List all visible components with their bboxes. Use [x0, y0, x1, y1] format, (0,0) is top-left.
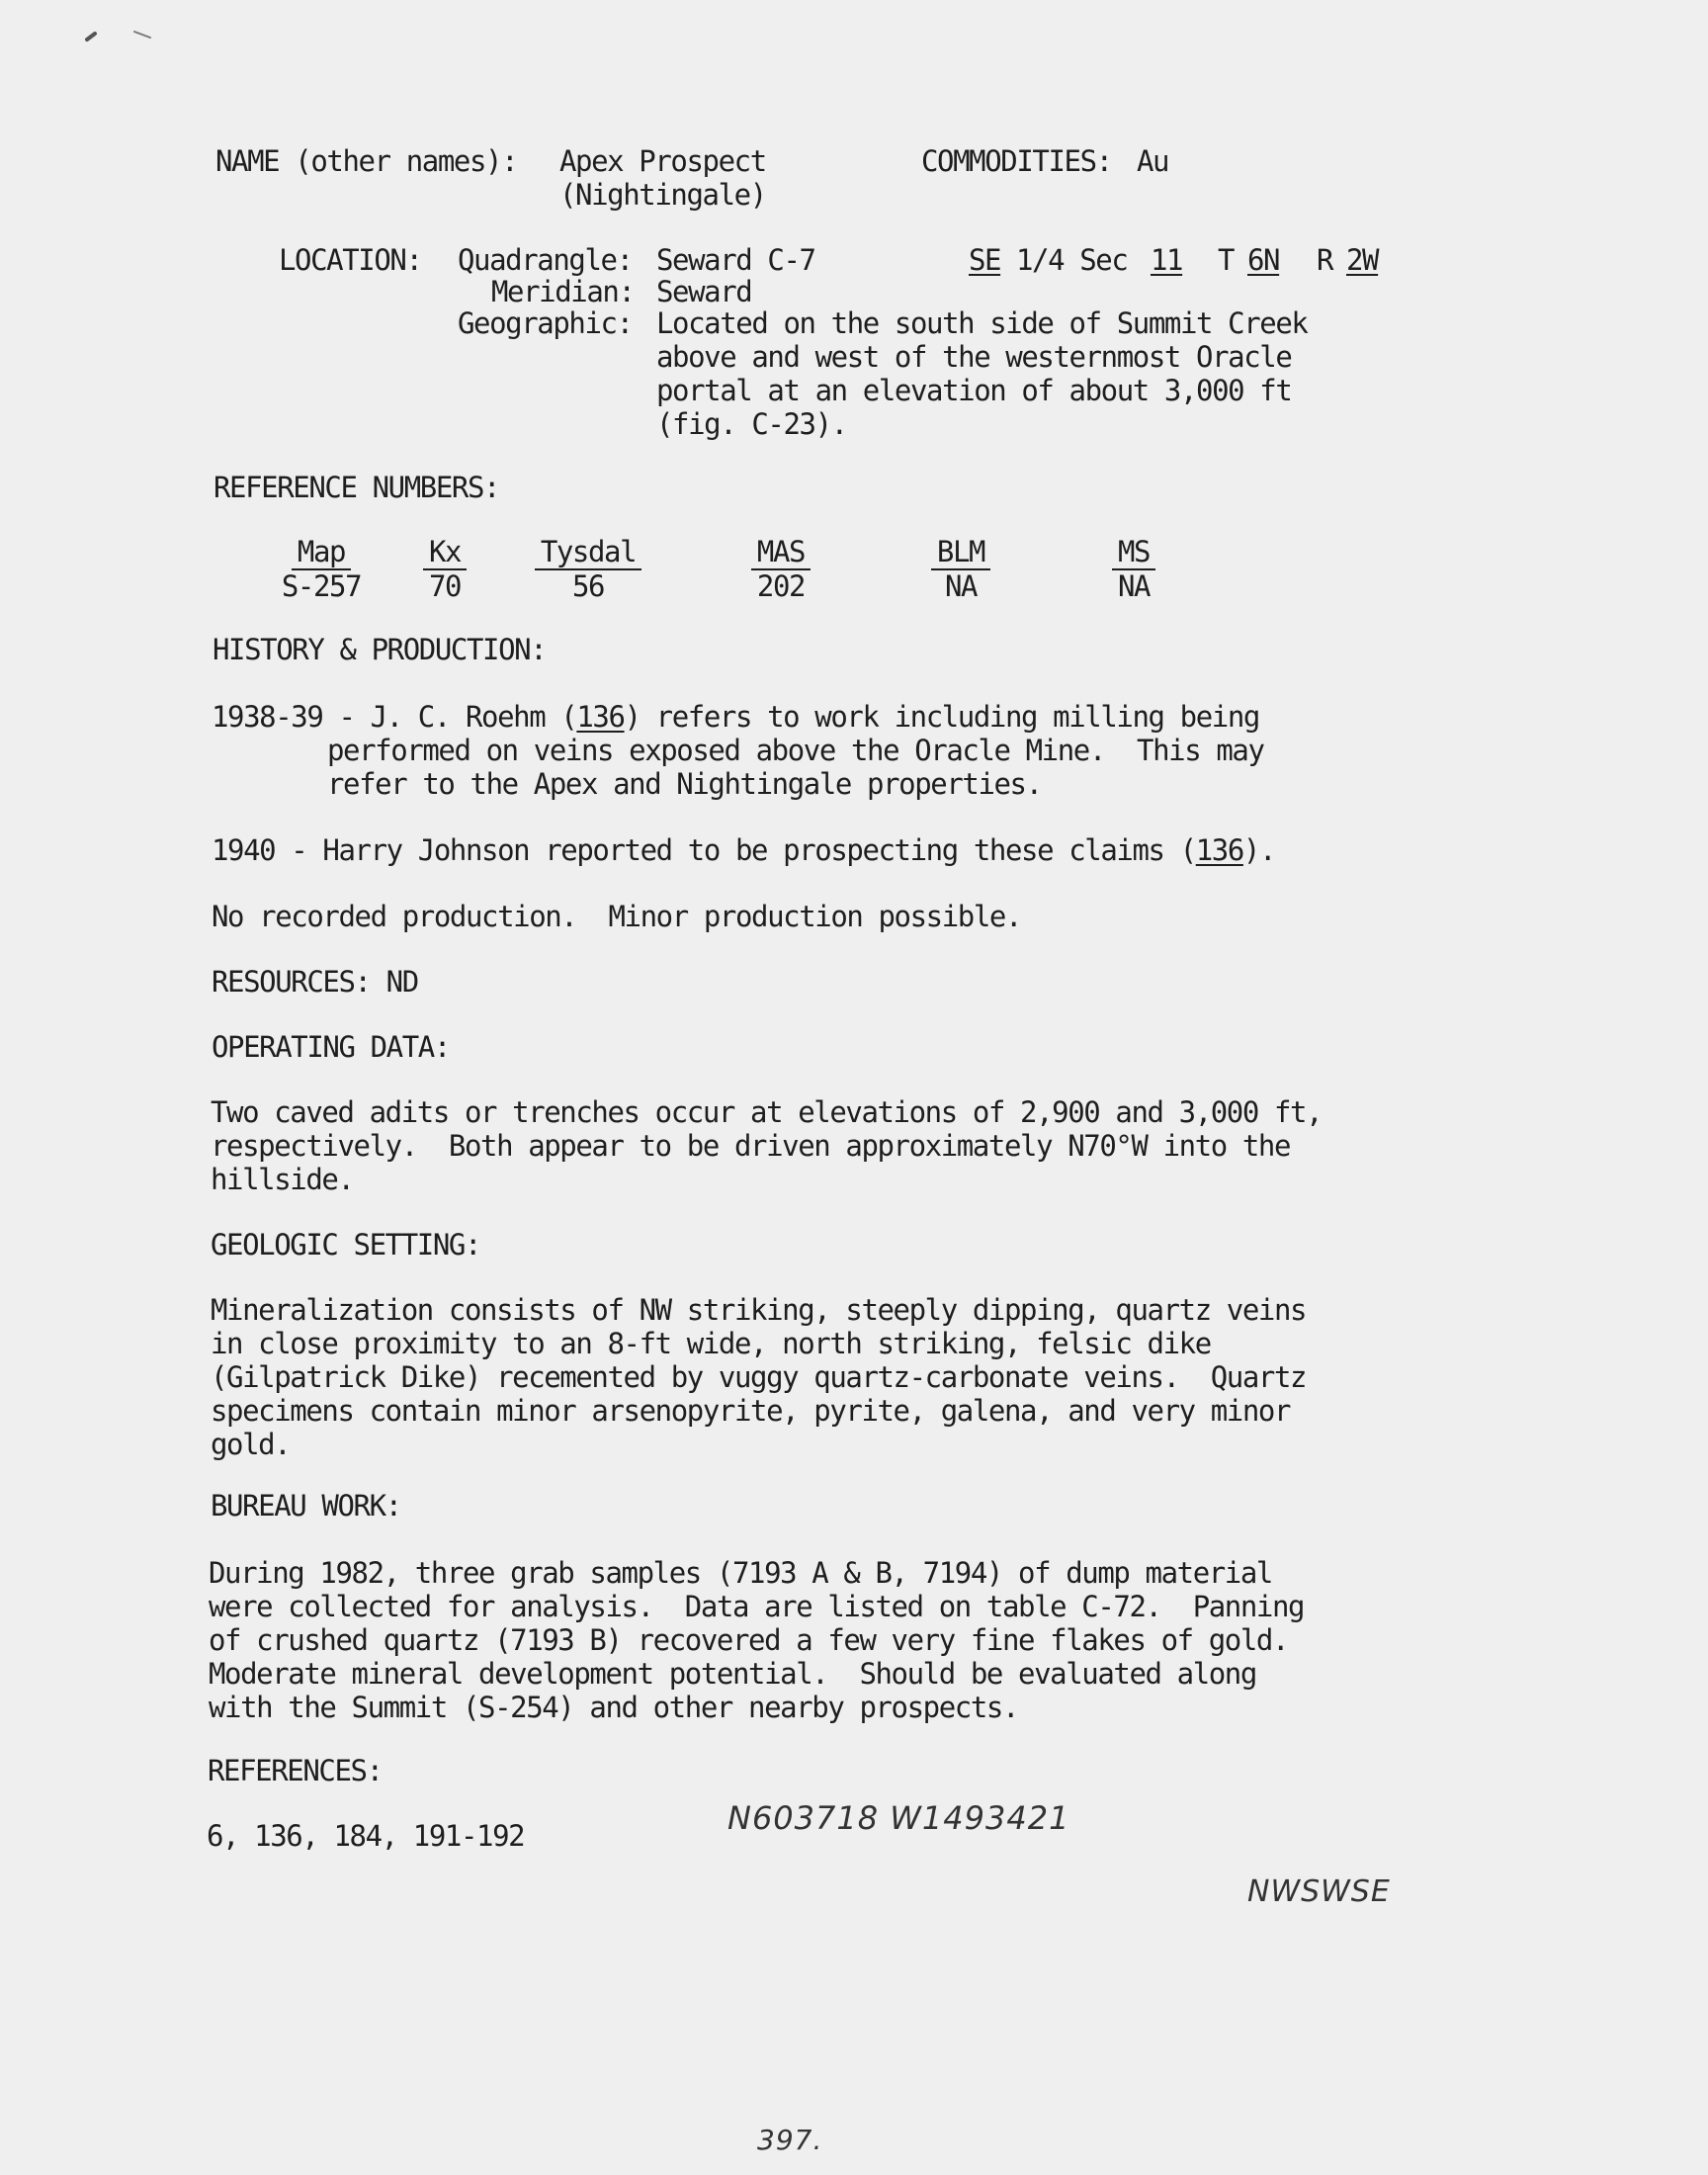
handwritten-page-number: 397. — [757, 2124, 823, 2156]
reference-link: 136 — [1195, 833, 1243, 867]
location-label: LOCATION: — [279, 243, 422, 277]
range: 2W — [1346, 243, 1379, 277]
operating-text: Two caved adits or trenches occur at elevations of 2,900 and 3,000 ft, respectively. Both appear to be driven approximately N70°W into the hillside. — [211, 1095, 1323, 1196]
history-entry-1940 — [212, 833, 1275, 867]
range-label: R — [1317, 243, 1333, 277]
ref-col-tysdal — [524, 536, 652, 603]
scan-mark-icon — [59, 20, 178, 59]
history-entry-line: refer to the Apex and Nightingale properties. — [327, 767, 1042, 801]
history-entry-line: performed on veins exposed above the Oracle Mine. This may — [327, 734, 1264, 767]
commodities-value: Au — [1137, 144, 1169, 178]
name-label: NAME (other names): — [215, 144, 518, 178]
ref-value: NA — [944, 569, 978, 603]
reference-numbers-heading: REFERENCE NUMBERS: — [214, 471, 500, 504]
geologic-text: Mineralization consists of NW striking, steeply dipping, quartz veins in close proximity to an 8-ft wide, north striking, felsic dike (Gilpatrick Dike) recemented by vuggy quartz-carbonate veins. Quartz specimens contain minor arsenopyrite, pyrite, galena, and very minor gold. — [211, 1293, 1307, 1461]
ref-value: 202 — [756, 569, 806, 603]
bureau-text: During 1982, three grab samples (7193 A & B, 7194) of dump material were collected for analysis. Data are listed on table C-72. Panning of crushed quartz (7193 B) recovered a few very fine flakes of gold. Moderate mineral development potential. Should be evaluated along with the Summit (S-254) and other nearby prospects. — [209, 1556, 1305, 1724]
township-label: T — [1218, 243, 1235, 277]
bureau-heading: BUREAU WORK: — [211, 1489, 401, 1522]
ref-header: Tysdal — [535, 536, 641, 570]
history-heading: HISTORY & PRODUCTION: — [213, 633, 547, 666]
ref-header: MS — [1112, 536, 1155, 570]
ref-header: MAS — [751, 536, 811, 570]
ref-header: Map — [292, 536, 351, 570]
references-list: 6, 136, 184, 191-192 — [207, 1819, 525, 1853]
ref-value: 56 — [571, 569, 605, 603]
geographic-line: Located on the south side of Summit Creek — [656, 306, 1308, 340]
ref-col-map — [267, 536, 376, 603]
geographic-line: above and west of the westernmost Oracle — [656, 340, 1292, 374]
geographic-line: portal at an elevation of about 3,000 ft — [656, 374, 1292, 407]
references-heading: REFERENCES: — [208, 1754, 383, 1787]
history-entry-text: 1940 - Harry Johnson reported to be prospecting these claims ( — [212, 833, 1196, 867]
reference-link: 136 — [576, 700, 625, 734]
quarter-suffix: 1/4 Sec — [1016, 243, 1128, 277]
handwritten-coordinates: N603718 W1493421 — [727, 1799, 1070, 1837]
meridian-value: Seward — [656, 275, 752, 308]
quadrangle-label: Quadrangle: — [458, 243, 633, 277]
quarter: SE — [969, 243, 1001, 277]
history-entry-text: ). — [1242, 833, 1276, 867]
geographic-label: Geographic: — [458, 306, 633, 340]
ref-value: 70 — [428, 569, 462, 603]
ref-col-ms — [1097, 536, 1170, 603]
quadrangle-value: Seward C-7 — [656, 243, 815, 277]
resources: RESOURCES: ND — [212, 965, 418, 999]
ref-header: BLM — [931, 536, 990, 570]
ref-header: Kx — [423, 536, 467, 570]
ref-value: S-257 — [281, 569, 362, 603]
ref-col-blm — [911, 536, 1010, 603]
ref-col-kx — [405, 536, 484, 603]
geographic-line: (fig. C-23). — [656, 407, 847, 441]
history-entry-1938 — [212, 700, 1259, 734]
meridian-label: Meridian: — [491, 275, 635, 308]
history-entry-text: ) refers to work including milling being — [624, 700, 1259, 734]
production-note: No recorded production. Minor production possible. — [212, 900, 1022, 933]
commodities-label: COMMODITIES: — [921, 144, 1112, 178]
history-entry-text: 1938-39 - J. C. Roehm ( — [212, 700, 577, 734]
ref-col-mas — [731, 536, 830, 603]
handwritten-quarter-note: NWSWSE — [1247, 1874, 1391, 1909]
section: 11 — [1151, 243, 1183, 277]
township: 6N — [1247, 243, 1280, 277]
geologic-heading: GEOLOGIC SETTING: — [211, 1228, 481, 1262]
ref-value: NA — [1117, 569, 1151, 603]
operating-heading: OPERATING DATA: — [212, 1030, 450, 1064]
name-value: Apex Prospect — [559, 144, 766, 178]
other-name: (Nightingale) — [559, 178, 766, 212]
